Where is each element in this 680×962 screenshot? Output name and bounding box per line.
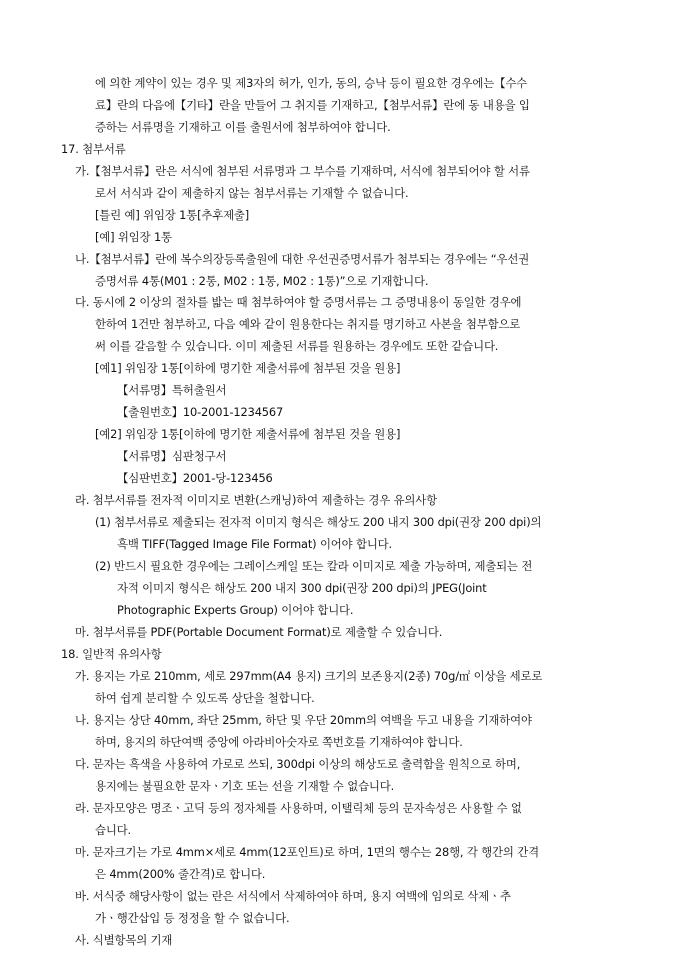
- section-heading: 18. 일반적 유의사항: [61, 647, 162, 661]
- text-line: 용지에는 불필요한 문자ㆍ기호 또는 선을 기재할 수 없습니다.: [95, 779, 395, 793]
- text-line: 가ㆍ행간삽입 등 정정을 할 수 없습니다.: [95, 911, 290, 925]
- text-line: 사. 식별항목의 기재: [75, 933, 173, 947]
- text-line: 습니다.: [95, 823, 132, 837]
- text-line: 하며, 용지의 하단여백 중앙에 아라비아숫자로 쪽번호를 기재하여야 합니다.: [95, 735, 463, 749]
- text-line: 【심판번호】2001-당-123456: [117, 471, 273, 485]
- text-line: (2) 반드시 필요한 경우에는 그레이스케일 또는 칼라 이미지로 제출 가능하며, 제출되는 전: [95, 559, 533, 573]
- text-line: [예1] 위임장 1통[이하에 명기한 제출서류에 첨부된 것을 원용]: [95, 361, 401, 375]
- text-line: 마. 문자크기는 가로 4mm×세로 4mm(12포인트)로 하며, 1면의 행수는 28행, 각 행간의 간격: [75, 845, 539, 859]
- text-line: 마. 첨부서류를 PDF(Portable Document Format)로 제출할 수 있습니다.: [75, 625, 443, 639]
- text-line: 【서류명】심판청구서: [117, 449, 227, 463]
- text-line: [틀린 예] 위임장 1통[추후제출]: [95, 208, 250, 222]
- text-line: 나. 용지는 상단 40mm, 좌단 25mm, 하단 및 우단 20mm의 여백을 두고 내용을 기재하여야: [75, 713, 532, 727]
- text-line: 가. 용지는 가로 210mm, 세로 297mm(A4 용지) 크기의 보존용지(2종) 70g/㎡ 이상을 세로로: [75, 669, 543, 683]
- text-line: 흑백 TIFF(Tagged Image File Format) 이어야 합니다.: [117, 537, 393, 551]
- text-line: 하여 쉽게 분리할 수 있도록 상단을 철합니다.: [95, 691, 315, 705]
- text-line: 【서류명】특허출원서: [117, 383, 227, 397]
- text-line: 료】란의 다음에【기타】란을 만들어 그 취지를 기재하고,【첨부서류】란에 동 내용을 입: [95, 98, 530, 112]
- text-line: 에 의한 계약이 있는 경우 및 제3자의 허가, 인가, 동의, 승낙 등이 필요한 경우에는【수수: [95, 76, 528, 90]
- section-heading: 17. 첨부서류: [61, 142, 126, 156]
- text-line: 라. 문자모양은 명조ㆍ고딕 등의 정자체를 사용하며, 이탤릭체 등의 문자속성은 사용할 수 없: [75, 801, 522, 815]
- text-line: 한하여 1건만 첨부하고, 다음 예와 같이 원용한다는 취지를 명기하고 사본을 첨부함으로: [95, 317, 521, 331]
- text-line: Photographic Experts Group) 이어야 합니다.: [117, 603, 354, 617]
- text-line: 라. 첨부서류를 전자적 이미지로 변환(스캐닝)하여 제출하는 경우 유의사항: [75, 493, 437, 507]
- text-line: 써 이를 갈음할 수 있습니다. 이미 제출된 서류를 원용하는 경우에도 또한 같습니다.: [95, 339, 499, 353]
- text-line: 나.【첨부서류】란에 복수의장등록출원에 대한 우선권증명서류가 첨부되는 경우에는 “우선권: [75, 252, 530, 266]
- text-line: 자적 이미지 형식은 해상도 200 내지 300 dpi(권장 200 dpi)의 JPEG(Joint: [117, 581, 487, 595]
- text-line: 바. 서식중 해당사항이 없는 란은 서식에서 삭제하여야 하며, 용지 여백에 임의로 삭제ㆍ추: [75, 889, 511, 903]
- text-line: 【출원번호】10-2001-1234567: [117, 405, 284, 419]
- text-line: [예] 위임장 1통: [95, 230, 172, 244]
- text-line: (1) 첨부서류로 제출되는 전자적 이미지 형식은 해상도 200 내지 300 dpi(권장 200 dpi)의: [95, 515, 542, 529]
- text-line: 로서 서식과 같이 제출하지 않는 첨부서류는 기재할 수 없습니다.: [95, 186, 409, 200]
- text-line: [예2] 위임장 1통[이하에 명기한 제출서류에 첨부된 것을 원용]: [95, 427, 401, 441]
- text-line: 은 4mm(200% 줄간격)로 합니다.: [95, 867, 266, 881]
- text-line: 증하는 서류명을 기재하고 이를 출원서에 첨부하여야 합니다.: [95, 120, 391, 134]
- text-line: 다. 문자는 흑색을 사용하여 가로로 쓰되, 300dpi 이상의 해상도로 출력함을 원칙으로 하며,: [75, 757, 521, 771]
- text-line: 다. 동시에 2 이상의 절차를 밟는 때 첨부하여야 할 증명서류는 그 증명내용이 동일한 경우에: [75, 295, 522, 309]
- text-line: 증명서류 4통(M01 : 2통, M02 : 1통, M02 : 1통)”으로 기재합니다.: [95, 274, 429, 288]
- text-line: 가.【첨부서류】란은 서식에 첨부된 서류명과 그 부수를 기재하며, 서식에 첨부되어야 할 서류: [75, 164, 530, 178]
